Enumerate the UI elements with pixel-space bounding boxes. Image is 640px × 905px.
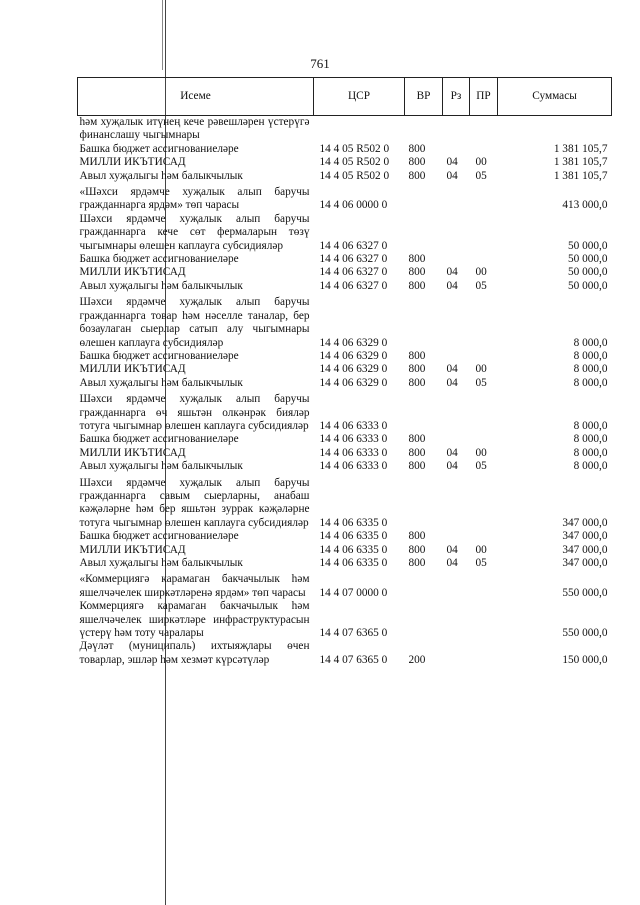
cell-pr	[470, 433, 498, 446]
cell-vr	[405, 477, 443, 531]
cell-vr: 800	[408, 266, 426, 279]
cell-rz	[443, 143, 470, 156]
cell-rz	[443, 433, 470, 446]
cell-name: МИЛЛИ ИКЪТИСАД	[79, 363, 186, 376]
cell-vr: 800	[408, 446, 426, 459]
cell-name: Башка бюджет ассигнованиеләре	[79, 433, 239, 446]
cell-pr: 05	[475, 460, 487, 473]
cell-vr: 800	[408, 557, 426, 569]
cell-csr: 14 4 06 6327 0	[319, 266, 388, 279]
cell-sum: 8 000,0	[573, 433, 608, 446]
cell-pr	[470, 573, 498, 600]
cell-pr: 00	[475, 363, 487, 376]
cell-pr	[470, 350, 498, 363]
cell-rz	[443, 296, 470, 350]
cell-csr: 14 4 06 6335 0	[319, 557, 388, 569]
table-row	[78, 143, 612, 156]
cell-vr	[405, 393, 443, 433]
cell-vr	[405, 213, 443, 253]
cell-pr	[470, 530, 498, 543]
cell-csr: 14 4 06 6327 0	[319, 239, 388, 252]
cell-rz	[443, 186, 470, 213]
cell-pr: 05	[475, 557, 487, 569]
cell-csr: 14 4 06 6335 0	[319, 530, 388, 543]
table-row	[78, 377, 612, 393]
table-row	[78, 530, 612, 543]
cell-pr	[470, 393, 498, 433]
cell-csr: 14 4 06 6329 0	[319, 363, 388, 376]
cell-name: Шәхси ярдәмче хуҗалык алып баручы гражданнарга товар һәм нәселле таналар, бер бозаулаган сыерлар сатып алу чыгымнары өлешен каплауга субсидияләр	[79, 296, 310, 349]
cell-name: Башка бюджет ассигнованиеләре	[79, 530, 239, 543]
table-row	[78, 460, 612, 476]
cell-vr: 200	[408, 653, 426, 666]
table-row	[78, 600, 612, 640]
cell-name: Авыл хуҗалыгы һәм балыкчылык	[79, 279, 243, 292]
cell-pr	[470, 477, 498, 531]
cell-rz	[443, 573, 470, 600]
cell-rz: 04	[446, 169, 458, 182]
cell-name: Шәхси ярдәмче хуҗалык алып баручы гражданнарга өч яшьтән олкәнрәк бияләр тотуга чыгымнар өлешен каплауга субсидияләр	[79, 393, 310, 432]
cell-pr: 00	[475, 543, 487, 556]
header-name: Исеме	[78, 78, 314, 116]
cell-csr: 14 4 06 6329 0	[319, 336, 388, 349]
table-row	[78, 477, 612, 531]
cell-pr: 00	[475, 446, 487, 459]
cell-pr	[470, 143, 498, 156]
header-rz: Рз	[443, 78, 470, 116]
cell-sum: 347 000,0	[562, 516, 608, 529]
cell-sum: 550 000,0	[562, 627, 608, 640]
table-row	[78, 544, 612, 557]
cell-rz	[443, 350, 470, 363]
cell-vr: 800	[408, 169, 426, 182]
cell-name: МИЛЛИ ИКЪТИСАД	[79, 446, 186, 459]
cell-rz	[443, 530, 470, 543]
cell-csr: 14 4 06 6329 0	[319, 376, 388, 389]
cell-name: МИЛЛИ ИКЪТИСАД	[79, 543, 186, 556]
cell-csr: 14 4 06 6327 0	[319, 253, 388, 266]
cell-vr: 800	[408, 142, 426, 155]
cell-sum: 50 000,0	[567, 279, 608, 292]
cell-vr: 800	[408, 530, 426, 543]
cell-name: Башка бюджет ассигнованиеләре	[79, 142, 239, 155]
cell-csr: 14 4 06 6333 0	[319, 419, 388, 432]
cell-rz	[443, 393, 470, 433]
table-row	[78, 213, 612, 253]
cell-csr: 14 4 07 6365 0	[319, 627, 388, 640]
cell-sum: 150 000,0	[562, 653, 608, 666]
cell-csr: 14 4 06 6327 0	[319, 279, 388, 292]
cell-vr	[405, 186, 443, 213]
cell-csr: 14 4 06 0000 0	[319, 199, 388, 212]
table-row	[78, 447, 612, 460]
cell-vr: 800	[408, 460, 426, 473]
table-row	[78, 280, 612, 296]
header-vr: ВР	[405, 78, 443, 116]
cell-csr: 14 4 06 6333 0	[319, 460, 388, 473]
table-row	[78, 296, 612, 350]
cell-name: Авыл хуҗалыгы һәм балыкчылык	[79, 376, 243, 389]
cell-pr	[470, 600, 498, 640]
cell-sum: 50 000,0	[567, 239, 608, 252]
cell-sum: 50 000,0	[567, 266, 608, 279]
table-row	[78, 573, 612, 600]
cell-csr: 14 4 06 6329 0	[319, 349, 388, 362]
cell-name: Авыл хуҗалыгы һәм балыкчылык	[79, 169, 243, 182]
cell-sum: 347 000,0	[562, 543, 608, 556]
table-row	[78, 186, 612, 213]
cell-csr	[314, 116, 405, 143]
cell-name: Шәхси ярдәмче хуҗалык алып баручы гражданнарга савым сыерларны, анабаш кәҗәләрне һәм бер яшьтән зуррак кәҗәләрне тотуга чыгымнар өлешен каплауга субсидияләр	[79, 476, 310, 529]
cell-csr: 14 4 05 R502 0	[319, 142, 390, 155]
cell-name: МИЛЛИ ИКЪТИСАД	[79, 156, 186, 169]
table-row	[78, 393, 612, 433]
cell-pr: 05	[475, 169, 487, 182]
cell-sum: 8 000,0	[573, 446, 608, 459]
table-row	[78, 156, 612, 169]
cell-rz: 04	[446, 266, 458, 279]
cell-name: Коммерциягә карамаган бакчачылык һәм яшелчәчелек ширкәтләре инфраструктурасын үстерү һәм тоту чаралары	[79, 600, 310, 640]
cell-csr: 14 4 05 R502 0	[319, 169, 390, 182]
cell-sum: 413 000,0	[562, 199, 608, 212]
cell-sum: 50 000,0	[567, 253, 608, 266]
cell-csr: 14 4 07 0000 0	[319, 586, 388, 599]
cell-vr: 800	[408, 363, 426, 376]
cell-pr: 00	[475, 266, 487, 279]
cell-sum: 347 000,0	[562, 530, 608, 543]
cell-name: Дәүләт (муниципаль) ихтыяҗлары өчен товарлар, эшләр һәм хезмәт күрсәтүләр	[79, 640, 310, 666]
table-row	[78, 433, 612, 446]
cell-vr: 800	[408, 349, 426, 362]
cell-vr	[405, 600, 443, 640]
cell-rz	[443, 600, 470, 640]
cell-pr	[470, 640, 498, 667]
cell-sum: 8 000,0	[573, 349, 608, 362]
cell-pr	[470, 116, 498, 143]
table-row	[78, 266, 612, 279]
table-row	[78, 363, 612, 376]
cell-vr	[405, 116, 443, 143]
cell-name: «Коммерциягә карамаган бакчачылык һәм яшелчәчелек ширкәтләренә ярдәм» төп чарасы	[79, 573, 310, 599]
header-csr: ЦСР	[314, 78, 405, 116]
cell-sum: 347 000,0	[562, 557, 608, 569]
cell-name: Башка бюджет ассигнованиеләре	[79, 349, 239, 362]
cell-csr: 14 4 06 6333 0	[319, 433, 388, 446]
cell-rz	[443, 213, 470, 253]
cell-sum: 550 000,0	[562, 586, 608, 599]
cell-rz: 04	[446, 376, 458, 389]
table-row	[78, 640, 612, 667]
cell-vr: 800	[408, 543, 426, 556]
cell-vr: 800	[408, 279, 426, 292]
table-row	[78, 557, 612, 573]
cell-pr	[470, 296, 498, 350]
cell-rz	[443, 253, 470, 266]
table-header	[78, 78, 612, 116]
cell-name: Авыл хуҗалыгы һәм балыкчылык	[79, 460, 243, 473]
cell-pr	[470, 253, 498, 266]
cell-name: «Шәхси ярдәмче хуҗалык алып баручы гражданнарга ярдәм» төп чарасы	[79, 186, 310, 212]
table-row	[78, 350, 612, 363]
cell-pr: 05	[475, 279, 487, 292]
cell-rz: 04	[446, 557, 458, 569]
cell-name: Авыл хуҗалыгы һәм балыкчылык	[79, 557, 243, 569]
table-row	[78, 116, 612, 143]
cell-vr: 800	[408, 253, 426, 266]
table-body	[78, 116, 612, 668]
cell-sum: 1 381 105,7	[553, 169, 608, 182]
cell-vr	[405, 573, 443, 600]
cell-csr: 14 4 07 6365 0	[319, 653, 388, 666]
cell-sum: 1 381 105,7	[553, 142, 608, 155]
cell-name: МИЛЛИ ИКЪТИСАД	[79, 266, 186, 279]
header-sum: Суммасы	[498, 78, 612, 116]
cell-rz: 04	[446, 363, 458, 376]
header-pr: ПР	[470, 78, 498, 116]
cell-rz: 04	[446, 156, 458, 169]
cell-sum: 8 000,0	[573, 336, 608, 349]
cell-pr: 05	[475, 376, 487, 389]
cell-vr: 800	[408, 433, 426, 446]
cell-pr	[470, 213, 498, 253]
cell-csr: 14 4 06 6335 0	[319, 543, 388, 556]
cell-rz: 04	[446, 446, 458, 459]
cell-rz: 04	[446, 460, 458, 473]
cell-vr	[405, 296, 443, 350]
cell-rz	[443, 640, 470, 667]
cell-sum	[498, 116, 612, 143]
page-number: 761	[310, 56, 330, 71]
cell-pr	[470, 186, 498, 213]
table-row	[78, 170, 612, 186]
cell-sum: 8 000,0	[573, 376, 608, 389]
cell-sum: 8 000,0	[573, 419, 608, 432]
budget-table	[77, 77, 612, 667]
cell-sum: 8 000,0	[573, 460, 608, 473]
cell-sum: 1 381 105,7	[553, 156, 608, 169]
cell-rz	[443, 116, 470, 143]
cell-pr: 00	[475, 156, 487, 169]
cell-name: Башка бюджет ассигнованиеләре	[79, 253, 239, 266]
cell-name: Шәхси ярдәмче хуҗалык алып баручы гражданнарга кече сөт фермаларын төзү чыгымнары өлешен каплауга субсидияләр	[79, 212, 310, 252]
cell-rz: 04	[446, 543, 458, 556]
table-row	[78, 253, 612, 266]
cell-csr: 14 4 06 6335 0	[319, 516, 388, 529]
cell-vr: 800	[408, 156, 426, 169]
cell-rz	[443, 477, 470, 531]
cell-csr: 14 4 05 R502 0	[319, 156, 390, 169]
cell-vr: 800	[408, 376, 426, 389]
cell-csr: 14 4 06 6333 0	[319, 446, 388, 459]
cell-sum: 8 000,0	[573, 363, 608, 376]
cell-rz: 04	[446, 279, 458, 292]
cell-name: һәм хуҗалык итүнең кече рәвешләрен үстерүгә финанслашу чыгымнары	[79, 116, 310, 142]
